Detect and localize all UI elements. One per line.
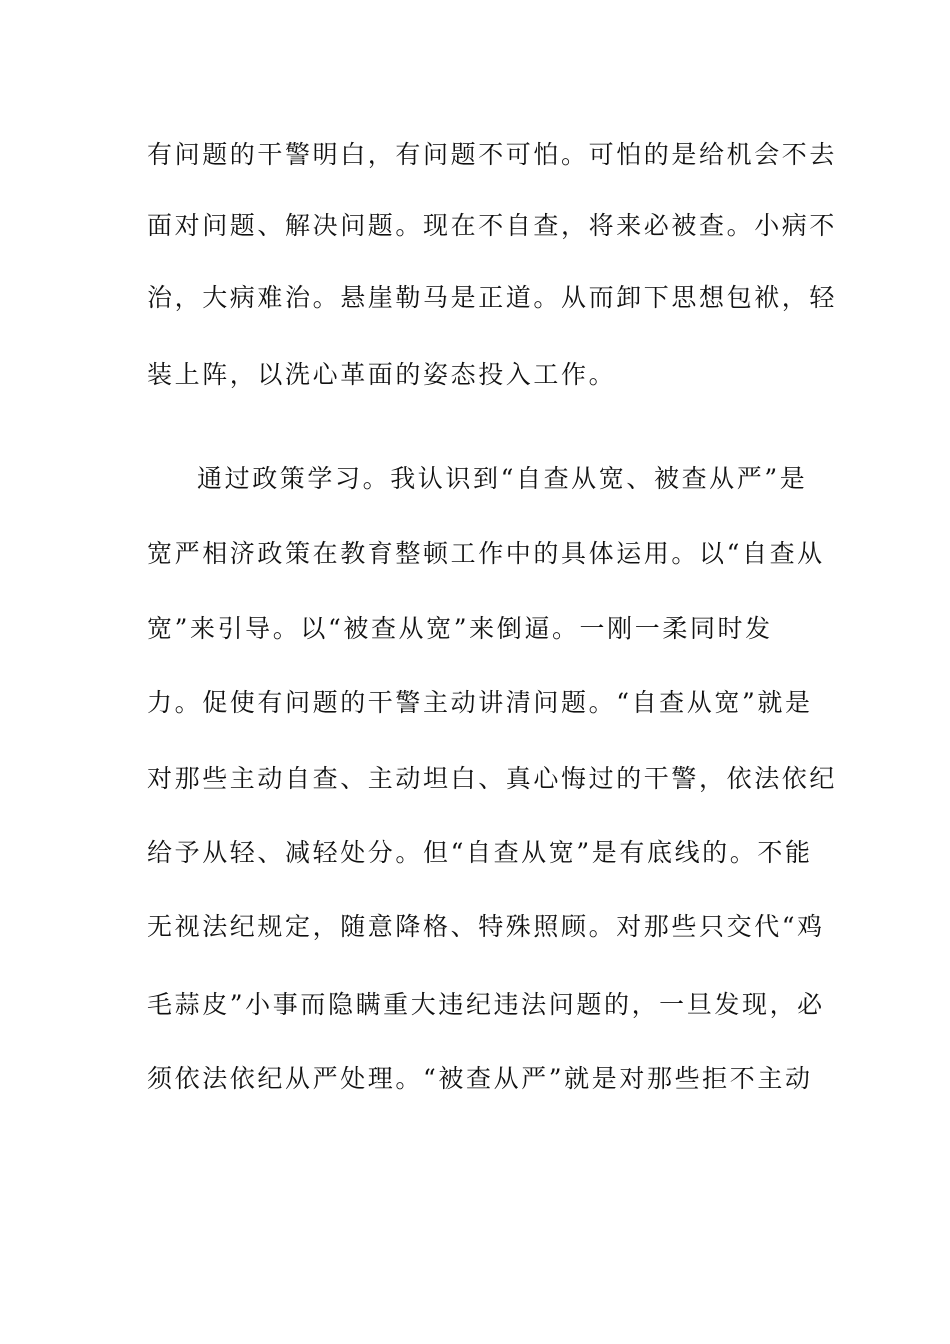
text-line: 装上阵，以洗心革面的姿态投入工作。: [147, 360, 617, 389]
text-line: 力。促使有问题的干警主动讲清问题。“自查从宽”就是: [147, 688, 813, 717]
text-line: 通过政策学习。我认识到“自查从宽、被查从严”是: [197, 464, 808, 493]
text-line: 给予从轻、减轻处分。但“自查从宽”是有底线的。不能: [147, 838, 813, 867]
text-line: 治，大病难治。悬崖勒马是正道。从而卸下思想包袱，轻: [147, 283, 838, 312]
text-line: 面对问题、解决问题。现在不自查，将来必被查。小病不: [147, 211, 838, 240]
text-line: 有问题的干警明白，有问题不可怕。可怕的是给机会不去: [147, 140, 838, 169]
text-line: 无视法纪规定，随意降格、特殊照顾。对那些只交代“鸡: [147, 912, 825, 941]
text-line: 须依法依纪从严处理。“被查从严”就是对那些拒不主动: [147, 1064, 813, 1093]
text-line: 对那些主动自查、主动坦白、真心悔过的干警，依法依纪: [147, 764, 838, 793]
text-line: 宽严相济政策在教育整顿工作中的具体运用。以“自查从: [147, 539, 825, 568]
text-line: 毛蒜皮”小事而隐瞒重大违纪违法问题的，一旦发现，必: [147, 990, 825, 1019]
text-line: 宽”来引导。以“被查从宽”来倒逼。一刚一柔同时发: [147, 614, 773, 643]
